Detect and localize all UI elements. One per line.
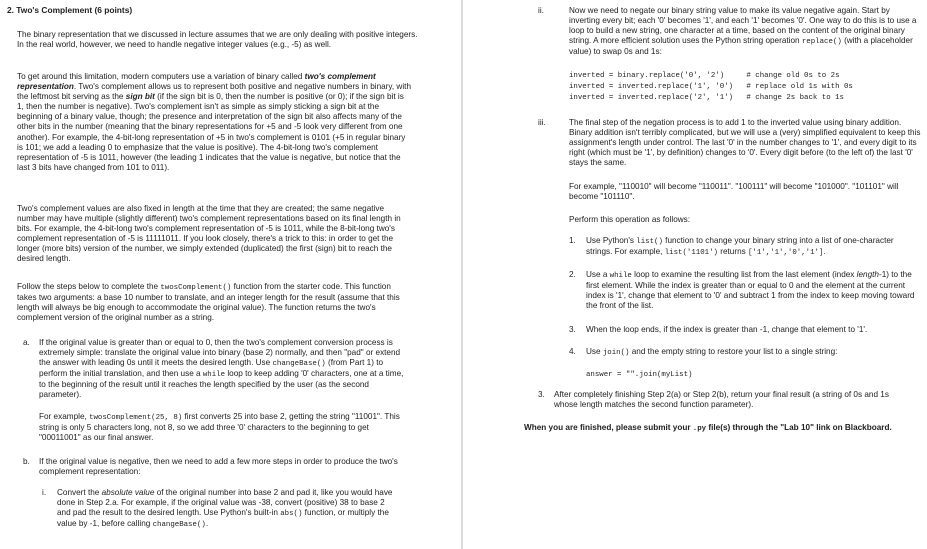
step-bii-text: Now we need to negate our binary string value to make its value negative again. Start by inverting every bit; each '0' becomes '1', and each '1' becomes '0'. One way to do this is to use a loop to build a new string, one character at a time, based on the content of the original binary string. A more efficient solution uses the Python string operation replace() (with a placeholder value) to swap 0s and 1s: [569,6,917,57]
invert-code-block [569,71,853,104]
fixed-length-paragraph: Two's complement values are also fixed in length at the time that they are created; the same negative number may have multiple (slightly different) two's complement representations based on its final length in bits. For example, the 4-bit-long two's complement representation of -5 is 1011, while the 8-bit-long two's complement representation of -5 is 11111011. If you look closely, there's a trick to this: in order to get the longer (more bits) version of the number, we simply extended (duplicated) the first (sign) bit to reach the desired length. [17,204,401,264]
step-bi-marker: i. [42,488,47,497]
column-divider [461,0,463,549]
twos-complement-paragraph: To get around this limitation, modern computers use a variation of binary called two's complement representation. Two's complement allows us to represent both positive and negative numbers in binary, with the leftmost bit serving as the sign bit (if the sign bit is 0, then the number is positive (or 0); if the sign bit is 1, then the number is negative). Two's complement isn't as simple as simply sticking a sign bit at the beginning of a binary value, though; the presence and interpretation of the sign bit also affects many of the other bits in the number (meaning that the binary representations for +5 and -5 look very different from one another). For example, the 4-bit-long representation of +5 in two's complement is 0101 (+5 in regular binary is 101; we add a leading 0 to emphasize that the value is positive). The 4-bit-long two's complement representation of -5 is 1011, however (the leading 1 indicates that the value is negative, but notice that the last 3 bits have changed from 101 to 011). [17,72,411,172]
step-biii-text: The final step of the negation process is to add 1 to the inverted value using binary addition. Binary addition isn't terribly complicated, but we will use a (very) simplified equivalent to keep this assignment's length under control. The last '0' in the number changes to '1', and every digit to its right (which must be '1', by definition) changes to '0'. Every digit before (to the left of) the last '0' stays the same. [569,118,921,168]
step3-text: After completely finishing Step 2(a) or Step 2(b), return your final result (a string of 0s and 1s whose length matches the second function parameter). [554,390,889,410]
step3-marker: 3. [538,390,545,399]
code-twoscomplement: twosComplement() [160,284,232,292]
code-list: list() [636,238,663,246]
code-line: inverted = inverted.replace('2', '1') # change 2s back to 1s [569,94,844,102]
step-a-example: For example, twosComplement(25, 8) first converts 25 into base 2, getting the string "11001". This string is only 5 characters long, not 8, so we add three '0' characters to the beginning to get "00011001" as our final answer. [39,412,400,443]
code-while-2: while [609,272,632,280]
substep-1-text: Use Python's list() function to change your binary string into a list of one-character strings. For example, list('1101') returns ['1','1','0','1']. [586,236,894,258]
step-b-text: If the original value is negative, then we need to add a few more steps in order to produce the two's complement representation: [39,457,398,477]
step-b-marker: b. [23,457,30,466]
term-twos-complement: two's complement representation [17,72,376,92]
code-line: inverted = inverted.replace('1', '0') # replace old 1s with 0s [569,83,853,91]
step-biii-perform: Perform this operation as follows: [569,215,691,224]
term-sign-bit: sign bit [125,92,155,102]
join-code-line: answer = "".join(myList) [586,371,693,379]
code-changebase-2: changeBase() [152,521,206,530]
intro-paragraph: The binary representation that we discussed in lecture assumes that we are only dealing with positive integers. In the real world, however, we need to handle negative integer values (e.g., -5) as well. [17,30,418,50]
code-list-result: ['1','1','0','1'] [748,249,824,258]
code-replace: replace() [801,38,842,47]
code-py: .py [692,425,707,433]
step-a-text: If the original value is greater than or equal to 0, then the two's complement conversion process is extremely simple: translate the original value into binary (base 2) normally, and then "pad" or extend the answer with leading 0s until it meets the desired length. Use changeBase() (from Part 1) to perform the initial translation, and then use a while loop to keep adding '0' characters, one at a time, to the beginning of the result until it reaches the length specified by the user (as the second parameter). [39,338,404,400]
substep-2-text: Use a while loop to examine the resulting list from the last element (index length-1) to the first element. While the index is greater than or equal to 0 and the element at the current index is '1', change that element to '0' and subtract 1 from the index to keep moving toward the front of the list. [586,270,915,311]
code-list-example: list('1101') [664,249,718,258]
substep-2-marker: 2. [569,270,576,279]
step-a-marker: a. [23,338,30,347]
substep-4-text: Use join() and the empty string to restore your list to a single string: [586,347,838,357]
code-abs: abs() [280,510,303,519]
instructions-paragraph: Follow the steps below to complete the twosComplement() function from the starter code. This function takes two arguments: a base 10 number to translate, and an integer length for the result (assume that this length will always be big enough to accommodate the original value). The function returns the two's complement version of the original number as a string. [17,282,400,323]
code-while: while [202,371,226,380]
step-biii-example: For example, "110010" will become "110011". "100111" will become "101000". "101101" will become "101110". [569,182,899,202]
substep-4-marker: 4. [569,347,576,356]
substep-3-text: When the loop ends, if the index is greater than -1, change that element to '1'. [586,325,868,334]
section-heading: 2. Two's Complement (6 points) [7,5,133,15]
substep-1-marker: 1. [569,236,576,245]
step-biii-marker: iii. [538,118,546,127]
step-bi-text: Convert the absolute value of the original number into base 2 and pad it, like you would have done in Step 2.a. For example, if the original value was -38, convert (positive) 38 to base 2 and pad the result to the desired length. Use Python's built-in abs() function, or multiply the value by -1, before calling changeBase(). [57,488,393,530]
code-example-call: twosComplement(25, 8) [89,414,183,422]
code-changebase: changeBase() [272,360,326,369]
substep-3-marker: 3. [569,325,576,334]
submission-note: When you are finished, please submit your .py file(s) through the "Lab 10" link on Blackboard. [524,423,892,433]
step-bii-marker: ii. [538,6,544,15]
code-join: join() [602,349,630,357]
code-line: inverted = binary.replace('0', '2') # change old 0s to 2s [569,72,840,80]
